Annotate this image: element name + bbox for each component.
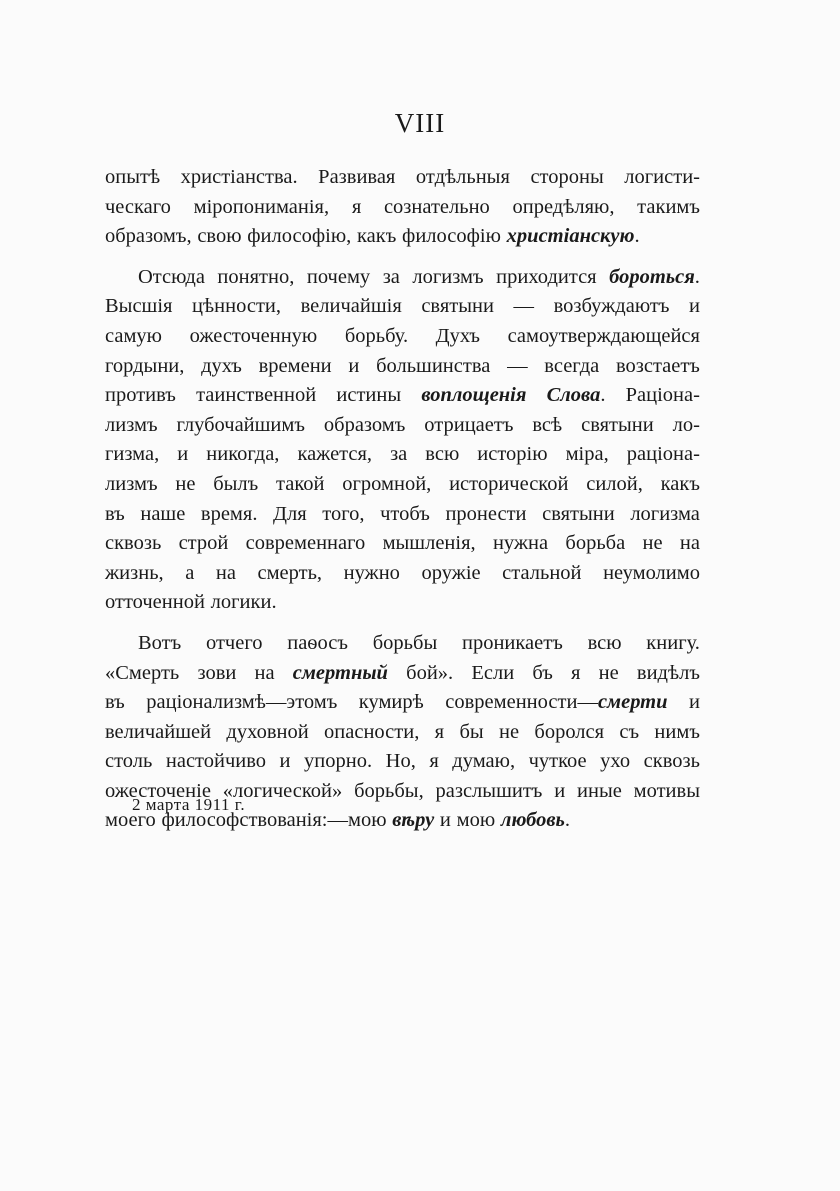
word: не bbox=[175, 472, 196, 495]
word: всю bbox=[425, 443, 460, 466]
text-line bbox=[105, 470, 700, 500]
word: время. bbox=[200, 502, 258, 525]
word: на bbox=[679, 532, 700, 555]
word: образомъ, bbox=[105, 225, 192, 248]
word: строй bbox=[178, 532, 229, 555]
word: возстаетъ bbox=[615, 354, 700, 377]
word: гизма, bbox=[105, 443, 160, 466]
word: Вотъ bbox=[138, 631, 182, 654]
word: я bbox=[434, 720, 445, 743]
word: духъ bbox=[201, 354, 242, 377]
word: Высшія bbox=[105, 295, 173, 318]
word: видѣлъ bbox=[636, 661, 700, 684]
text-line bbox=[105, 629, 700, 659]
word: возбуждаютъ bbox=[553, 295, 670, 318]
word: упорно. bbox=[304, 750, 373, 773]
word: философствованія:—мою bbox=[161, 809, 387, 832]
word: и bbox=[177, 443, 189, 466]
word: святыни bbox=[542, 502, 615, 525]
word: а bbox=[185, 561, 195, 584]
word: не bbox=[498, 720, 520, 743]
word: святыни bbox=[581, 413, 654, 436]
word: философію bbox=[402, 225, 501, 248]
word: смерть, bbox=[257, 561, 323, 584]
word: приходится bbox=[496, 265, 597, 288]
word: стальной bbox=[502, 561, 582, 584]
word: Если bbox=[471, 661, 515, 684]
word: Для bbox=[273, 502, 307, 525]
word: нужна bbox=[492, 532, 549, 555]
word: сквозь bbox=[105, 532, 162, 555]
word: смертный bbox=[292, 661, 388, 684]
word: мотивы bbox=[633, 779, 700, 802]
word: ожесточенную bbox=[189, 324, 318, 347]
word: отдѣльныя bbox=[415, 166, 510, 188]
word: бороться. bbox=[609, 265, 700, 288]
word: такой bbox=[276, 472, 325, 495]
page-number: VIII bbox=[394, 108, 446, 138]
word: современности—смерти bbox=[445, 691, 668, 714]
word: всѣ bbox=[532, 413, 563, 436]
word: таинственной bbox=[196, 384, 317, 407]
word: кумирѣ bbox=[358, 691, 424, 714]
word: я bbox=[571, 661, 581, 684]
word: я bbox=[351, 195, 362, 218]
word: опытѣ bbox=[105, 166, 161, 188]
word: міропониманія, bbox=[193, 195, 330, 218]
text-line bbox=[105, 411, 700, 441]
word: Духъ bbox=[435, 324, 480, 347]
word: духовной bbox=[226, 720, 309, 743]
word: чуткое bbox=[528, 750, 587, 773]
word: такимъ bbox=[637, 195, 700, 218]
word: цѣнности, bbox=[192, 295, 282, 318]
word: мою bbox=[456, 809, 496, 832]
word: логизма bbox=[630, 502, 700, 525]
word: бъ bbox=[532, 661, 553, 684]
word: за bbox=[390, 443, 408, 466]
word: стороны bbox=[530, 166, 604, 188]
word: столь bbox=[105, 750, 153, 773]
word: Раціона- bbox=[625, 384, 700, 407]
word: жизнь, bbox=[105, 561, 164, 584]
word: ло- bbox=[672, 413, 700, 436]
word: я bbox=[429, 750, 439, 773]
text-line bbox=[105, 381, 700, 411]
word: на bbox=[254, 661, 275, 684]
word: понятно, bbox=[217, 265, 295, 288]
word: логизмъ bbox=[412, 265, 484, 288]
word: и bbox=[689, 691, 700, 714]
word: святыни bbox=[421, 295, 494, 318]
text-line bbox=[105, 222, 700, 252]
word: паѳосъ bbox=[287, 631, 348, 654]
word: неумолимо bbox=[603, 561, 700, 584]
word: всегда bbox=[544, 354, 600, 377]
word: міра, bbox=[565, 443, 609, 466]
word: никогда, bbox=[206, 443, 280, 466]
word: какъ bbox=[357, 225, 397, 248]
word: логисти- bbox=[624, 166, 700, 188]
text-line bbox=[105, 163, 700, 193]
word: огромной, bbox=[342, 472, 432, 495]
word: и bbox=[689, 295, 700, 318]
body-text bbox=[105, 163, 700, 836]
word: нимъ bbox=[654, 720, 700, 743]
word: не bbox=[598, 661, 619, 684]
word: раціонализмѣ—этомъ bbox=[146, 691, 338, 714]
text-line bbox=[105, 322, 700, 352]
word: Слова. bbox=[546, 384, 606, 407]
word: не bbox=[642, 532, 663, 555]
text-line bbox=[105, 263, 700, 293]
text-line bbox=[105, 352, 700, 382]
word: ожесточеніе bbox=[105, 779, 211, 802]
word: лизмъ bbox=[105, 413, 158, 436]
word: борьба bbox=[565, 532, 626, 555]
word: и bbox=[279, 750, 291, 773]
word: самую bbox=[105, 324, 162, 347]
word: нужно bbox=[343, 561, 400, 584]
word: на bbox=[215, 561, 236, 584]
word: опасности, bbox=[324, 720, 420, 743]
word: кажется, bbox=[297, 443, 373, 466]
word: времени bbox=[258, 354, 332, 377]
word: мышленія, bbox=[382, 532, 476, 555]
word: борьбы, bbox=[354, 779, 424, 802]
word: вѣру bbox=[392, 809, 435, 832]
word: книгу. bbox=[646, 631, 700, 654]
word: лизмъ bbox=[105, 472, 158, 495]
text-line bbox=[105, 588, 700, 618]
word: самоутверждающейся bbox=[507, 324, 700, 347]
word: отрицаетъ bbox=[424, 413, 514, 436]
paragraph-gap bbox=[105, 618, 700, 629]
text-line bbox=[105, 688, 700, 718]
word: противъ bbox=[105, 384, 176, 407]
word: большинства bbox=[376, 354, 491, 377]
word: проникаетъ bbox=[461, 631, 563, 654]
word: любовь. bbox=[500, 809, 570, 832]
word: наше bbox=[140, 502, 186, 525]
word: — bbox=[513, 295, 535, 318]
word: гордыни, bbox=[105, 354, 185, 377]
word: логики. bbox=[210, 591, 277, 614]
word: сознательно bbox=[383, 195, 490, 218]
word: «Смерть bbox=[105, 661, 180, 684]
word: воплощенія bbox=[421, 384, 527, 407]
word: оружіе bbox=[421, 561, 481, 584]
word: зови bbox=[197, 661, 237, 684]
word: образомъ bbox=[323, 413, 406, 436]
word: борьбы bbox=[372, 631, 438, 654]
word: настойчиво bbox=[165, 750, 267, 773]
word: христіанства. bbox=[180, 166, 298, 188]
word: и bbox=[554, 779, 566, 802]
text-line bbox=[105, 292, 700, 322]
word: силой, bbox=[586, 472, 643, 495]
word: христіанскую. bbox=[506, 225, 640, 248]
word: бы bbox=[459, 720, 484, 743]
word: величайшей bbox=[105, 720, 212, 743]
word: Но, bbox=[385, 750, 416, 773]
word: за bbox=[382, 265, 400, 288]
text-line bbox=[105, 529, 700, 559]
text-line bbox=[105, 559, 700, 589]
signature-date: 2 марта 1911 г. bbox=[132, 795, 246, 814]
word: — bbox=[507, 354, 528, 377]
word: Отсюда bbox=[138, 265, 205, 288]
word: истины bbox=[336, 384, 402, 407]
word: «логической» bbox=[222, 779, 343, 802]
word: почему bbox=[306, 265, 371, 288]
word: борьбу. bbox=[344, 324, 409, 347]
text-line bbox=[105, 500, 700, 530]
word: бой». bbox=[406, 661, 454, 684]
text-line bbox=[105, 747, 700, 777]
word: въ bbox=[105, 502, 125, 525]
text-line bbox=[105, 718, 700, 748]
word: того, bbox=[322, 502, 365, 525]
word: чтобъ bbox=[380, 502, 430, 525]
paragraph-gap bbox=[105, 252, 700, 263]
word: моего bbox=[105, 809, 156, 832]
word: пронести bbox=[445, 502, 527, 525]
word: величайшія bbox=[300, 295, 402, 318]
word: глубочайшимъ bbox=[176, 413, 305, 436]
word: разслышитъ bbox=[435, 779, 543, 802]
word: Развивая bbox=[318, 166, 396, 188]
word: ческаго bbox=[105, 195, 171, 218]
text-line bbox=[105, 440, 700, 470]
word: опредѣляю, bbox=[512, 195, 615, 218]
word: думаю, bbox=[452, 750, 516, 773]
word: въ bbox=[105, 691, 125, 714]
word: съ bbox=[619, 720, 640, 743]
word: отчего bbox=[205, 631, 263, 654]
word: раціона- bbox=[626, 443, 700, 466]
text-line bbox=[105, 659, 700, 689]
word: ухо bbox=[600, 750, 631, 773]
word: отточенной bbox=[105, 591, 205, 614]
word: сквозь bbox=[643, 750, 700, 773]
word: современнаго bbox=[245, 532, 366, 555]
word: боролся bbox=[534, 720, 605, 743]
word: исторію bbox=[477, 443, 548, 466]
text-line bbox=[105, 193, 700, 223]
word: и bbox=[439, 809, 451, 832]
word: какъ bbox=[660, 472, 700, 495]
word: свою bbox=[197, 225, 242, 248]
word: и bbox=[348, 354, 360, 377]
word: иные bbox=[577, 779, 622, 802]
word: философію, bbox=[247, 225, 352, 248]
word: всю bbox=[587, 631, 622, 654]
word: былъ bbox=[213, 472, 259, 495]
word: исторической bbox=[449, 472, 569, 495]
